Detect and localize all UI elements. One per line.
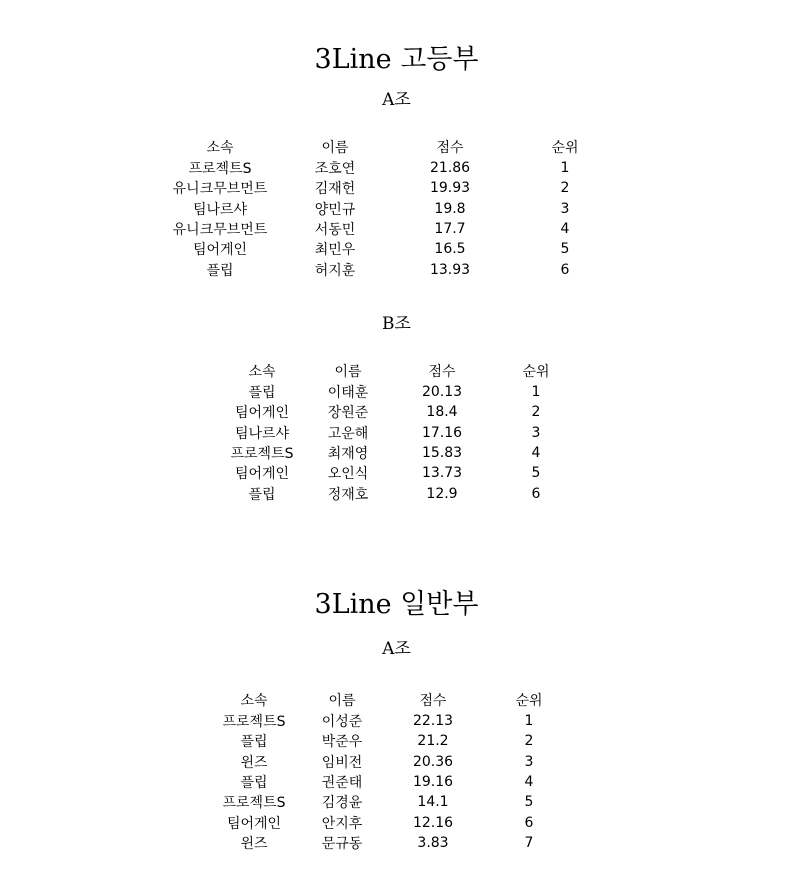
cell-rank: 6: [531, 485, 541, 502]
table-row: [160, 158, 620, 178]
cell-rank: 2: [531, 404, 541, 421]
column-header-rank: 순위: [522, 364, 550, 380]
table-row: [212, 752, 580, 772]
table-row: [222, 402, 582, 422]
table-row: [212, 772, 580, 792]
table-row: [160, 199, 620, 219]
table-row: [222, 463, 582, 483]
column-header-score: 점수: [419, 693, 447, 709]
column-header-affiliation: 소속: [248, 364, 276, 380]
cell-affiliation: 플립: [206, 262, 234, 279]
cell-name: 권준태: [321, 775, 363, 792]
cell-rank: 7: [524, 834, 534, 851]
table-row: [212, 812, 580, 832]
cell-score: 20.36: [412, 753, 454, 770]
cell-score: 3.83: [417, 834, 449, 851]
cell-rank: 2: [560, 180, 570, 197]
cell-affiliation: 플립: [248, 486, 276, 503]
cell-name: 문규동: [321, 835, 363, 852]
cell-rank: 4: [531, 445, 541, 462]
table-row: [222, 423, 582, 443]
column-header-rank: 순위: [515, 693, 543, 709]
cell-name: 오인식: [327, 466, 369, 483]
table-row: [160, 259, 620, 279]
table-row: [212, 711, 580, 731]
cell-score: 16.5: [434, 241, 466, 258]
cell-rank: 6: [560, 261, 570, 278]
cell-name: 허지훈: [314, 262, 356, 279]
cell-name: 고운해: [327, 425, 369, 442]
column-header-score: 점수: [428, 364, 456, 380]
cell-affiliation: 팀나르샤: [234, 425, 290, 442]
column-header-score: 점수: [436, 140, 464, 156]
cell-affiliation: 프로젝트S: [230, 446, 294, 463]
cell-affiliation: 프로젝트S: [222, 714, 286, 731]
cell-rank: 4: [524, 774, 534, 791]
cell-rank: 1: [560, 160, 570, 177]
cell-score: 15.83: [421, 445, 463, 462]
cell-name: 김경윤: [321, 795, 363, 812]
results-table-general-a: [212, 689, 580, 853]
cell-name: 양민규: [314, 201, 356, 218]
cell-name: 김재헌: [314, 181, 356, 198]
cell-rank: 6: [524, 814, 534, 831]
table-header-row: [212, 689, 580, 711]
cell-affiliation: 유니크무브먼트: [172, 181, 268, 198]
table-row: [212, 833, 580, 853]
column-header-name: 이름: [328, 693, 356, 709]
cell-affiliation: 프로젝트S: [188, 161, 252, 178]
cell-score: 20.13: [421, 384, 463, 401]
cell-score: 12.16: [412, 814, 454, 831]
group-title-a-general: A조: [382, 639, 411, 659]
table-row: [160, 239, 620, 259]
cell-rank: 5: [560, 241, 570, 258]
group-title-a: A조: [382, 90, 411, 110]
column-header-name: 이름: [334, 364, 362, 380]
cell-name: 이태훈: [327, 385, 369, 402]
cell-score: 21.86: [429, 160, 471, 177]
cell-score: 18.4: [426, 404, 458, 421]
cell-score: 19.93: [429, 180, 471, 197]
cell-affiliation: 플립: [248, 385, 276, 402]
cell-score: 14.1: [417, 794, 449, 811]
cell-name: 최민우: [314, 242, 356, 259]
cell-rank: 3: [560, 200, 570, 217]
cell-rank: 3: [524, 753, 534, 770]
cell-affiliation: 프로젝트S: [222, 795, 286, 812]
cell-score: 19.16: [412, 774, 454, 791]
cell-affiliation: 플립: [240, 734, 268, 751]
cell-name: 이성준: [321, 714, 363, 731]
cell-score: 21.2: [417, 733, 449, 750]
table-header-row: [160, 136, 620, 158]
cell-name: 조호연: [314, 161, 356, 178]
cell-affiliation: 윈즈: [240, 835, 268, 852]
cell-name: 임비전: [321, 754, 363, 771]
table-header-row: [222, 360, 582, 382]
column-header-affiliation: 소속: [240, 693, 268, 709]
cell-name: 박준우: [321, 734, 363, 751]
cell-affiliation: 팀어게인: [234, 466, 290, 483]
table-row: [222, 382, 582, 402]
cell-rank: 2: [524, 733, 534, 750]
cell-name: 최재영: [327, 446, 369, 463]
table-row: [222, 483, 582, 503]
table-row: [160, 219, 620, 239]
cell-affiliation: 팀어게인: [192, 242, 248, 259]
cell-rank: 5: [531, 465, 541, 482]
cell-score: 22.13: [412, 713, 454, 730]
cell-score: 13.93: [429, 261, 471, 278]
column-header-rank: 순위: [551, 140, 579, 156]
cell-affiliation: 팀어게인: [226, 815, 282, 832]
cell-affiliation: 유니크무브먼트: [172, 222, 268, 239]
column-header-name: 이름: [321, 140, 349, 156]
cell-rank: 1: [531, 384, 541, 401]
table-row: [212, 792, 580, 812]
cell-name: 장원준: [327, 405, 369, 422]
cell-name: 정재호: [327, 486, 369, 503]
cell-affiliation: 팀어게인: [234, 405, 290, 422]
cell-rank: 4: [560, 221, 570, 238]
cell-affiliation: 윈즈: [240, 754, 268, 771]
cell-name: 서동민: [314, 222, 356, 239]
cell-score: 12.9: [426, 485, 458, 502]
cell-score: 17.16: [421, 424, 463, 441]
column-header-affiliation: 소속: [206, 140, 234, 156]
cell-score: 17.7: [434, 221, 466, 238]
cell-score: 19.8: [434, 200, 466, 217]
cell-name: 안지후: [321, 815, 363, 832]
cell-rank: 1: [524, 713, 534, 730]
section-title-general: 3Line 일반부: [314, 589, 479, 620]
cell-rank: 5: [524, 794, 534, 811]
table-row: [160, 178, 620, 198]
section-title-high-school: 3Line 고등부: [314, 44, 479, 75]
cell-score: 13.73: [421, 465, 463, 482]
group-title-b: B조: [382, 314, 411, 334]
results-table-high-b: [222, 360, 582, 504]
table-row: [222, 443, 582, 463]
cell-affiliation: 플립: [240, 775, 268, 792]
cell-rank: 3: [531, 424, 541, 441]
table-row: [212, 731, 580, 751]
cell-affiliation: 팀나르샤: [192, 201, 248, 218]
results-table-high-a: [160, 136, 620, 280]
